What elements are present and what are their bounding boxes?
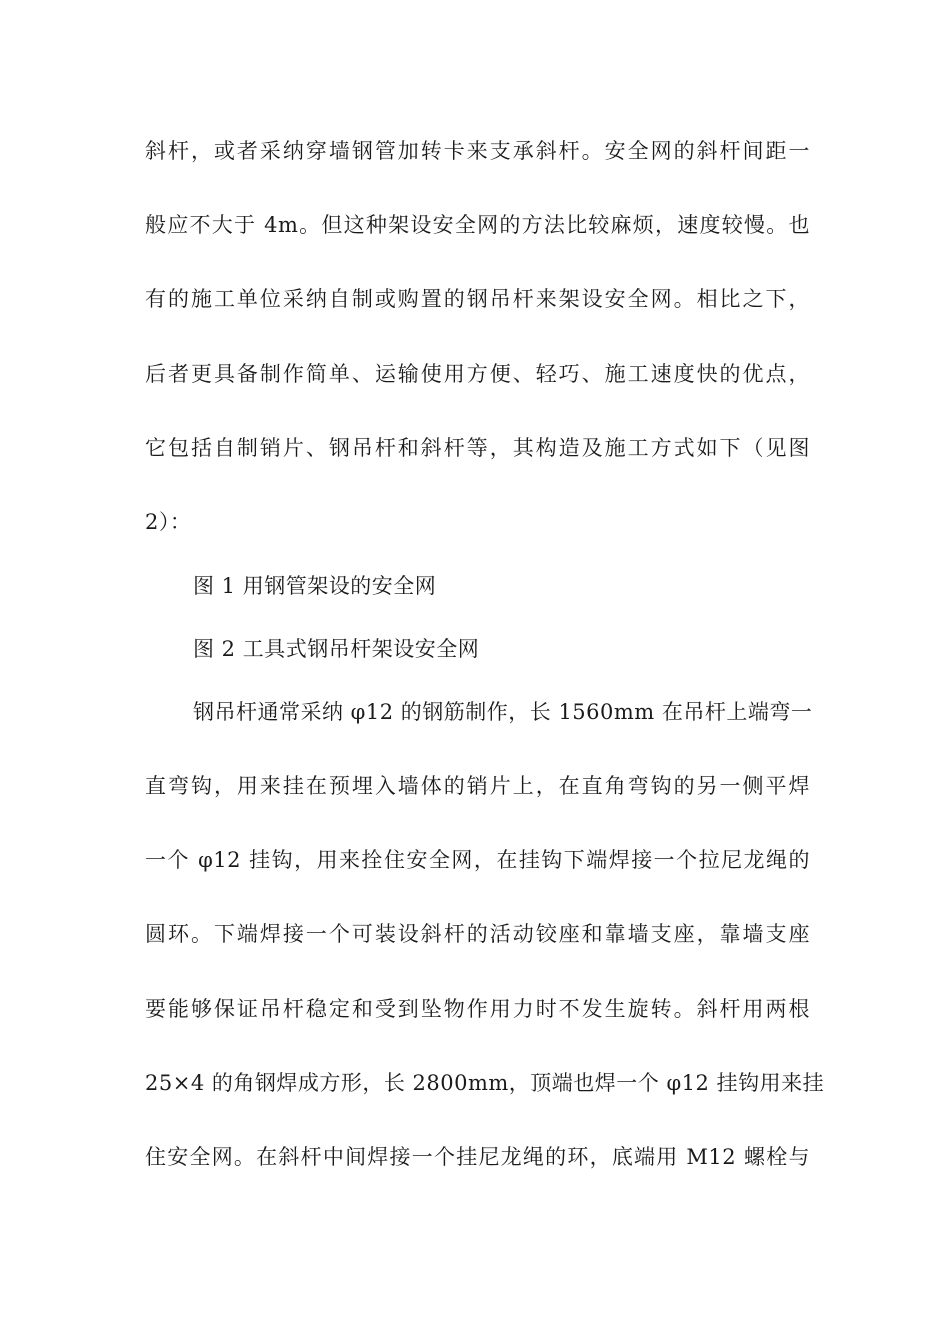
paragraph-line: 住安全网。在斜杆中间焊接一个挂尼龙绳的环，底端用 M12 螺栓与	[145, 1145, 810, 1169]
paragraph-line: 有的施工单位采纳自制或购置的钢吊杆来架设安全网。相比之下，	[145, 287, 810, 311]
paragraph-line: 圆环。下端焊接一个可装设斜杆的活动铰座和靠墙支座，靠墙支座	[145, 922, 810, 946]
paragraph-line: 25×4 的角钢焊成方形，长 2800mm，顶端也焊一个 φ12 挂钩用来挂	[145, 1071, 825, 1095]
paragraph-line: 直弯钩，用来挂在预埋入墙体的销片上，在直角弯钩的另一侧平焊	[145, 774, 810, 798]
paragraph-line: 要能够保证吊杆稳定和受到坠物作用力时不发生旋转。斜杆用两根	[145, 997, 810, 1021]
figure-caption-2: 图 2 工具式钢吊杆架设安全网	[193, 637, 480, 661]
paragraph-line: 它包括自制销片、钢吊杆和斜杆等，其构造及施工方式如下（见图	[145, 436, 810, 460]
paragraph-line: 2）：	[145, 510, 192, 534]
figure-caption-1: 图 1 用钢管架设的安全网	[193, 574, 437, 598]
paragraph-line: 后者更具备制作简单、运输使用方便、轻巧、施工速度快的优点，	[145, 362, 810, 386]
paragraph-line: 钢吊杆通常采纳 φ12 的钢筋制作，长 1560mm 在吊杆上端弯一	[193, 700, 813, 724]
paragraph-line: 斜杆，或者采纳穿墙钢管加转卡来支承斜杆。安全网的斜杆间距一	[145, 139, 810, 163]
paragraph-line: 般应不大于 4m。但这种架设安全网的方法比较麻烦，速度较慢。也	[145, 213, 810, 237]
paragraph-line: 一个 φ12 挂钩，用来拴住安全网，在挂钩下端焊接一个拉尼龙绳的	[145, 848, 810, 872]
